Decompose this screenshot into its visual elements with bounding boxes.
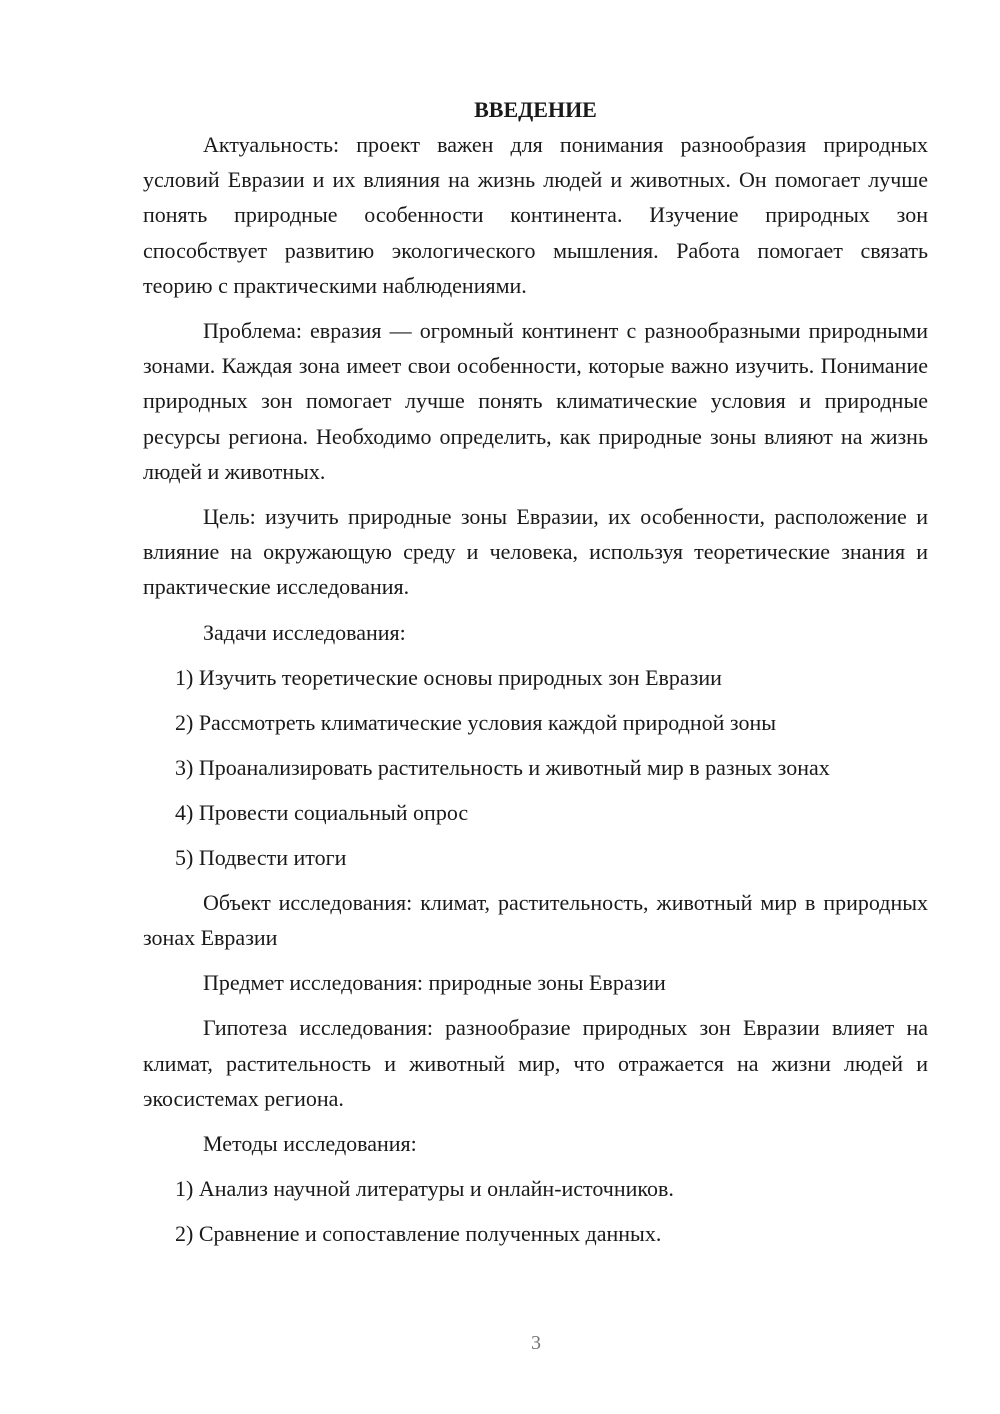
page-number: 3 — [531, 1332, 541, 1354]
list-item: 1) Анализ научной литературы и онлайн-источников. — [175, 1176, 674, 1202]
problem-paragraph: Проблема: евразия — огромный континент с разнообразными природными зонами. Каждая зона имеет свои особенности, которые важно изучить. Понимание природных зон помогает лучше понять климатические условия и природные ресурсы региона. Необходимо определить, как природные зоны влияют на жизнь людей и животных. — [143, 318, 928, 484]
page-title: ВВЕДЕНИЕ — [474, 97, 597, 122]
list-item: 2) Сравнение и сопоставление полученных данных. — [175, 1221, 662, 1247]
hypothesis-paragraph: Гипотеза исследования: разнообразие природных зон Евразии влияет на климат, растительность и животный мир, что отражается на жизни людей и экосистемах региона. — [143, 1015, 928, 1111]
methods-list — [143, 1171, 928, 1251]
list-item: 3) Проанализировать растительность и животный мир в разных зонах — [175, 754, 830, 780]
relevance-paragraph: Актуальность: проект важен для понимания разнообразия природных условий Евразии и их влияния на жизнь людей и животных. Он помогает лучше понять природные особенности континента. Изучение природных зон способствует развитию экологического мышления. Работа помогает связать теорию с практическими наблюдениями. — [143, 132, 928, 298]
document-page — [143, 92, 928, 1261]
list-item: 4) Провести социальный опрос — [175, 799, 469, 825]
tasks-list — [143, 660, 928, 875]
methods-heading: Методы исследования: — [203, 1131, 417, 1157]
subject-paragraph: Предмет исследования: природные зоны Евразии — [203, 970, 666, 996]
list-item: 5) Подвести итоги — [175, 844, 347, 870]
object-paragraph: Объект исследования: климат, растительность, животный мир в природных зонах Евразии — [143, 889, 928, 951]
list-item: 1) Изучить теоретические основы природных зон Евразии — [175, 664, 722, 690]
list-item: 2) Рассмотреть климатические условия каждой природной зоны — [175, 709, 777, 735]
goal-paragraph: Цель: изучить природные зоны Евразии, их особенности, расположение и влияние на окружающую среду и человека, используя теоретические знания и практические исследования. — [143, 504, 928, 600]
tasks-heading: Задачи исследования: — [203, 619, 406, 645]
